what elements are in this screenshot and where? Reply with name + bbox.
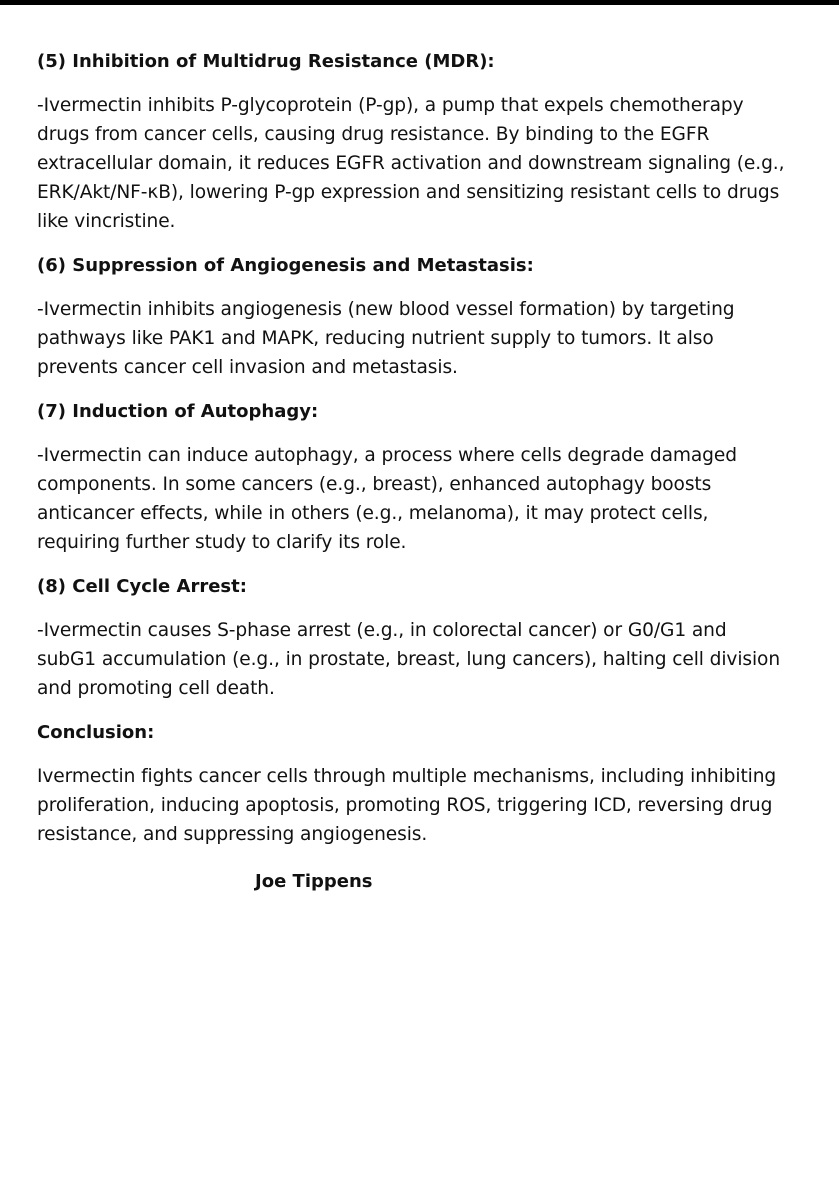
paragraph-line: extracellular domain, it reduces EGFR activation and downstream signaling (e.g., [37,153,785,174]
paragraph-line: ERK/Akt/NF-κB), lowering P-gp expression and sensitizing resistant cells to drugs [37,182,780,203]
section-paragraph [37,91,817,236]
section-autophagy [37,397,817,572]
paragraph-line: -Ivermectin inhibits angiogenesis (new blood vessel formation) by targeting [37,299,735,320]
paragraph-line: -Ivermectin can induce autophagy, a process where cells degrade damaged [37,445,737,466]
document-body [37,47,817,849]
author-signature: Joe Tippens [255,871,373,892]
paragraph-line: and promoting cell death. [37,678,275,699]
section-cell-cycle [37,572,817,718]
section-conclusion [37,718,817,849]
section-paragraph [37,616,817,703]
paragraph-line: -Ivermectin inhibits P-glycoprotein (P-gp), a pump that expels chemotherapy [37,95,744,116]
paragraph-line: prevents cancer cell invasion and metastasis. [37,357,458,378]
section-heading: (8) Cell Cycle Arrest: [37,576,247,597]
paragraph-line: resistance, and suppressing angiogenesis. [37,824,428,845]
paragraph-line: subG1 accumulation (e.g., in prostate, breast, lung cancers), halting cell division [37,649,781,670]
paragraph-line: anticancer effects, while in others (e.g., melanoma), it may protect cells, [37,503,709,524]
paragraph-line: components. In some cancers (e.g., breast), enhanced autophagy boosts [37,474,712,495]
paragraph-line: -Ivermectin causes S-phase arrest (e.g., in colorectal cancer) or G0/G1 and [37,620,727,641]
section-mdr [37,47,817,251]
paragraph-line: pathways like PAK1 and MAPK, reducing nutrient supply to tumors. It also [37,328,714,349]
section-heading: (5) Inhibition of Multidrug Resistance (MDR): [37,51,495,72]
paragraph-line: proliferation, inducing apoptosis, promoting ROS, triggering ICD, reversing drug [37,795,773,816]
top-border-bar [0,0,839,5]
paragraph-line: Ivermectin fights cancer cells through multiple mechanisms, including inhibiting [37,766,777,787]
section-paragraph [37,762,817,849]
section-paragraph [37,441,817,557]
paragraph-line: requiring further study to clarify its role. [37,532,407,553]
section-paragraph [37,295,817,382]
paragraph-line: like vincristine. [37,211,176,232]
section-angiogenesis [37,251,817,397]
section-heading: Conclusion: [37,722,155,743]
section-heading: (6) Suppression of Angiogenesis and Metastasis: [37,255,534,276]
section-heading: (7) Induction of Autophagy: [37,401,319,422]
paragraph-line: drugs from cancer cells, causing drug resistance. By binding to the EGFR [37,124,710,145]
